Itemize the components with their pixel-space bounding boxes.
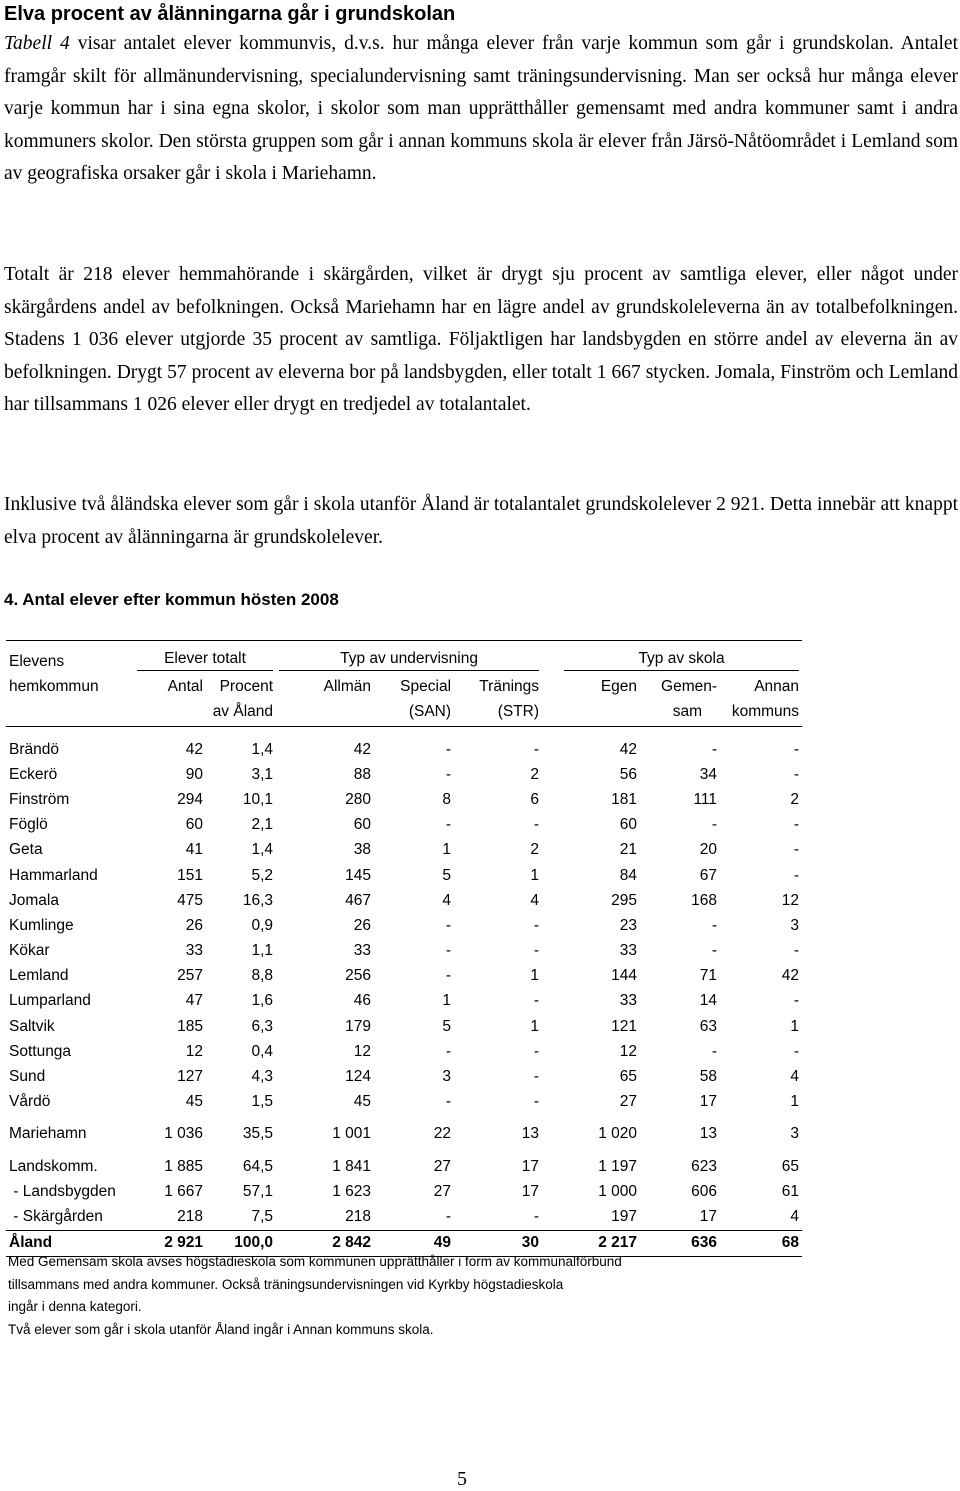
cell-tranings: -: [533, 916, 540, 934]
cell-tranings: 1: [530, 1017, 540, 1035]
cell-annan: 4: [790, 1068, 800, 1086]
cell-annan: -: [793, 740, 800, 758]
cell-allman: 124: [345, 1068, 372, 1086]
header-str: (STR): [497, 702, 540, 720]
cell-antal: 127: [177, 1068, 203, 1086]
cell-egen: 27: [619, 1093, 638, 1111]
paragraph-3: Inklusive två åländska elever som går i skola utanför Åland är totalantalet grundskolelever 2 921. Detta innebär att knappt elva procent av ålänningarna är grundskolelever.: [4, 494, 958, 548]
cell-special: 27: [433, 1157, 452, 1175]
cell-tranings: 13: [521, 1125, 540, 1143]
header-egen: Egen: [600, 677, 638, 695]
cell-procent: 1,4: [251, 740, 274, 758]
cell-egen: 56: [619, 765, 638, 783]
cell-procent: 4,3: [251, 1068, 274, 1086]
cell-annan: 65: [781, 1157, 800, 1175]
cell-antal: 257: [177, 967, 203, 985]
cell-allman: 280: [345, 790, 372, 808]
cell-municipality: Sottunga: [9, 1042, 72, 1060]
cell-procent: 57,1: [242, 1182, 274, 1200]
cell-gemensam: 17: [699, 1093, 718, 1111]
table-row: [6, 787, 802, 812]
cell-special: 22: [433, 1125, 452, 1143]
cell-municipality: Kökar: [9, 942, 50, 960]
cell-municipality: Vårdö: [9, 1093, 51, 1111]
cell-special: -: [445, 1207, 452, 1225]
cell-tranings: 1: [530, 967, 540, 985]
cell-annan: -: [793, 765, 800, 783]
header-gemen: Gemen-: [661, 677, 718, 695]
cell-gemensam: -: [711, 1042, 718, 1060]
cell-gemensam: 14: [699, 992, 718, 1010]
cell-municipality: Jomala: [9, 891, 59, 909]
cell-special: 27: [433, 1182, 452, 1200]
cell-municipality: Geta: [9, 841, 43, 859]
cell-allman: 33: [353, 942, 372, 960]
cell-annan: 4: [790, 1207, 800, 1225]
cell-allman: 42: [353, 740, 372, 758]
cell-antal: 90: [185, 765, 203, 783]
cell-gemensam: -: [711, 942, 718, 960]
cell-municipality: Sund: [9, 1068, 46, 1086]
cell-egen: 23: [619, 916, 638, 934]
cell-egen: 21: [619, 841, 638, 859]
cell-annan: -: [793, 992, 800, 1010]
cell-antal: 185: [177, 1017, 203, 1035]
cell-special: 1: [442, 841, 452, 859]
cell-allman: 88: [353, 765, 372, 783]
cell-allman: 26: [353, 916, 372, 934]
table-title: 4. Antal elever efter kommun hösten 2008: [4, 590, 339, 609]
cell-tranings: -: [533, 740, 540, 758]
cell-annan: -: [793, 942, 800, 960]
header-hemkommun: hemkommun: [9, 677, 99, 695]
cell-gemensam: 13: [699, 1125, 718, 1143]
cell-antal: 47: [185, 992, 203, 1010]
cell-allman: 60: [353, 816, 372, 834]
cell-egen: 12: [619, 1042, 638, 1060]
cell-egen: 65: [619, 1068, 638, 1086]
cell-annan: -: [793, 841, 800, 859]
cell-antal: 1 885: [164, 1157, 203, 1175]
cell-antal: 33: [185, 942, 203, 960]
cell-egen: 1 020: [598, 1125, 638, 1143]
table-row: [6, 1204, 802, 1230]
page-number: 5: [457, 1468, 467, 1490]
cell-tranings: -: [533, 1093, 540, 1111]
cell-special: 4: [442, 891, 452, 909]
header-sam: sam: [672, 702, 703, 720]
cell-antal: 151: [177, 866, 203, 884]
cell-allman: 145: [345, 866, 372, 884]
cell-allman: 12: [353, 1042, 372, 1060]
cell-gemensam: 34: [699, 765, 718, 783]
table-row: [6, 813, 802, 838]
cell-egen: 33: [619, 992, 638, 1010]
header-san: (SAN): [408, 702, 452, 720]
cell-allman: 179: [345, 1017, 372, 1035]
cell-municipality: Brändö: [9, 740, 59, 758]
cell-annan: 3: [790, 916, 800, 934]
cell-antal: 294: [177, 790, 203, 808]
cell-gemensam: 17: [699, 1207, 718, 1225]
cell-tranings: -: [533, 942, 540, 960]
table-row: [6, 964, 802, 989]
header-allman: Allmän: [323, 677, 372, 695]
cell-gemensam: 636: [640, 1230, 720, 1256]
cell-tranings: -: [533, 1042, 540, 1060]
cell-gemensam: 20: [699, 841, 718, 859]
header-tranings: Tränings: [479, 677, 540, 695]
cell-tranings: 2: [530, 765, 540, 783]
cell-antal: 2 921: [134, 1230, 206, 1256]
cell-special: -: [445, 740, 452, 758]
cell-antal: 1 667: [164, 1182, 203, 1200]
table-row: [6, 863, 802, 888]
cell-annan: 68: [720, 1230, 802, 1256]
cell-special: -: [445, 1093, 452, 1111]
cell-antal: 475: [177, 891, 203, 909]
cell-egen: 181: [611, 790, 638, 808]
header-typ-undervisning: Typ av undervisning: [279, 650, 539, 671]
table-row: [6, 913, 802, 938]
cell-tranings: 1: [530, 866, 540, 884]
cell-antal: 26: [185, 916, 203, 934]
cell-annan: -: [793, 1042, 800, 1060]
cell-gemensam: 623: [691, 1157, 718, 1175]
cell-special: -: [445, 942, 452, 960]
cell-municipality: Hammarland: [9, 866, 98, 884]
cell-allman: 467: [345, 891, 372, 909]
note-line-2: tillsammans med andra kommuner. Också träningsundervisningen vid Kyrkby högstadieskola: [8, 1276, 564, 1292]
cell-annan: 1: [790, 1017, 800, 1035]
table-row: [6, 838, 802, 863]
cell-special: -: [445, 1042, 452, 1060]
cell-procent: 1,5: [251, 1093, 274, 1111]
cell-gemensam: -: [711, 816, 718, 834]
cell-procent: 5,2: [251, 866, 274, 884]
cell-municipality: Landskomm.: [9, 1157, 98, 1175]
cell-antal: 45: [185, 1093, 203, 1111]
paragraph-1: [4, 28, 958, 191]
cell-special: 1: [442, 992, 452, 1010]
cell-gemensam: -: [711, 916, 718, 934]
cell-tranings: 17: [521, 1182, 540, 1200]
paragraph-2: Totalt är 218 elever hemmahörande i skärgården, vilket är drygt sju procent av samtliga elever, eller något under skärgårdens andel av befolkningen. Också Mariehamn har en lägre andel av grundskoleleverna än av totalbefolkningen. Stadens 1 036 elever utgjorde 35 procent av samtliga. Följaktligen har landsbygden en större andel av eleverna än av befolkningen. Drygt 57 procent av eleverna bor på landsbygden, eller totalt 1 667 stycken. Jomala, Finström och Lemland har tillsammans 1 026 elever eller drygt en tredjedel av totalantalet.: [4, 264, 958, 415]
cell-allman: 46: [353, 992, 372, 1010]
cell-antal: 60: [185, 816, 203, 834]
cell-procent: 0,9: [251, 916, 274, 934]
header-antal: Antal: [167, 677, 203, 695]
cell-special: 49: [374, 1230, 454, 1256]
table-row: [6, 1115, 802, 1147]
cell-annan: 42: [781, 967, 800, 985]
note-line-4: Två elever som går i skola utanför Åland ingår i Annan kommuns skola.: [8, 1321, 434, 1337]
cell-municipality: - Landsbygden: [9, 1182, 116, 1200]
cell-annan: 1: [790, 1093, 800, 1111]
cell-gemensam: 63: [699, 1017, 718, 1035]
header-elever-totalt: Elever totalt: [137, 650, 273, 671]
cell-annan: 61: [781, 1182, 800, 1200]
students-by-municipality-table: [6, 640, 802, 1257]
paragraph-1-text: visar antalet elever kommunvis, d.v.s. hur många elever från varje kommun som går i grundskolan. Antalet framgår skilt för allmänundervisning, specialundervisning samt träningsundervisning. Man ser också hur många elever varje kommun har i sina egna skolor, i skolor som man upprätthåller gemensamt med andra kommuner samt i andra kommuners skolor. Den största gruppen som går i annan kommuns skola är elever från Järsö-Nåtöområdet i Lemland som av geografiska orsaker går i skola i Mariehamn.: [4, 33, 959, 184]
cell-antal: 1 036: [164, 1125, 203, 1143]
cell-procent: 64,5: [242, 1157, 274, 1175]
table-row: [6, 1179, 802, 1204]
cell-egen: 60: [619, 816, 638, 834]
cell-municipality: Kumlinge: [9, 916, 74, 934]
table-row: [6, 1147, 802, 1179]
cell-procent: 6,3: [251, 1017, 274, 1035]
cell-municipality: Saltvik: [9, 1017, 55, 1035]
table-row: [6, 939, 802, 964]
cell-egen: 42: [619, 740, 638, 758]
cell-gemensam: 606: [691, 1182, 718, 1200]
cell-procent: 0,4: [251, 1042, 274, 1060]
cell-gemensam: 168: [691, 891, 718, 909]
cell-egen: 144: [611, 967, 638, 985]
table-row: [6, 1090, 802, 1115]
cell-procent: 8,8: [251, 967, 274, 985]
page-heading: Elva procent av ålänningarna går i grundskolan: [4, 3, 456, 25]
cell-egen: 295: [611, 891, 638, 909]
table-row: [6, 1039, 802, 1064]
cell-annan: -: [793, 866, 800, 884]
cell-antal: 12: [185, 1042, 203, 1060]
cell-egen: 1 197: [598, 1157, 638, 1175]
cell-tranings: -: [533, 1068, 540, 1086]
table-row: [6, 989, 802, 1014]
header-annan: Annan: [754, 677, 800, 695]
note-line-1: Med Gemensam skola avses högstadieskola som kommunen upprätthåller i form av kommunalförbund: [8, 1254, 622, 1269]
table-row: [6, 762, 802, 787]
cell-procent: 1,1: [251, 942, 274, 960]
table-row: [6, 727, 802, 763]
cell-antal: 218: [177, 1207, 203, 1225]
cell-procent: 1,6: [251, 992, 274, 1010]
cell-tranings: 17: [521, 1157, 540, 1175]
cell-allman: 38: [353, 841, 372, 859]
cell-allman: 256: [345, 967, 372, 985]
cell-procent: 7,5: [251, 1207, 274, 1225]
header-elevens: Elevens: [9, 653, 65, 670]
cell-allman: 218: [345, 1207, 372, 1225]
cell-allman: 45: [353, 1093, 372, 1111]
table-row: [6, 1014, 802, 1039]
cell-municipality: Lemland: [9, 967, 69, 985]
cell-annan: 12: [781, 891, 800, 909]
note-line-3: ingår i denna kategori.: [8, 1299, 142, 1314]
cell-tranings: 4: [530, 891, 540, 909]
cell-tranings: -: [533, 1207, 540, 1225]
cell-gemensam: 111: [693, 790, 718, 808]
cell-special: -: [445, 816, 452, 834]
cell-egen: 121: [611, 1017, 638, 1035]
cell-procent: 100,0: [206, 1230, 276, 1256]
cell-annan: 3: [790, 1125, 800, 1143]
cell-allman: 1 001: [332, 1125, 372, 1143]
cell-municipality: Åland: [6, 1230, 134, 1256]
cell-egen: 1 000: [598, 1182, 638, 1200]
table-reference: Tabell 4: [4, 33, 70, 54]
cell-egen: 197: [611, 1207, 638, 1225]
cell-special: -: [445, 967, 452, 985]
cell-gemensam: 67: [699, 866, 718, 884]
cell-tranings: 6: [530, 790, 540, 808]
cell-annan: 2: [790, 790, 800, 808]
cell-antal: 41: [185, 841, 203, 859]
cell-special: -: [445, 765, 452, 783]
cell-special: -: [445, 916, 452, 934]
cell-municipality: Finström: [9, 790, 70, 808]
cell-gemensam: 71: [699, 967, 718, 985]
cell-municipality: Eckerö: [9, 765, 58, 783]
header-procent: Procent: [219, 677, 274, 695]
cell-municipality: Lumparland: [9, 992, 91, 1010]
cell-procent: 2,1: [251, 816, 274, 834]
cell-municipality: Föglö: [9, 816, 48, 834]
cell-allman: 2 842: [276, 1230, 374, 1256]
cell-special: 5: [442, 1017, 452, 1035]
cell-procent: 16,3: [242, 891, 274, 909]
header-typ-skola: Typ av skola: [564, 650, 799, 671]
cell-special: 5: [442, 866, 452, 884]
cell-egen: 33: [619, 942, 638, 960]
cell-allman: 1 841: [332, 1157, 372, 1175]
cell-antal: 42: [185, 740, 203, 758]
cell-gemensam: -: [711, 740, 718, 758]
cell-special: 3: [442, 1068, 452, 1086]
cell-allman: 1 623: [332, 1182, 372, 1200]
header-kommuns: kommuns: [731, 702, 800, 720]
cell-procent: 10,1: [242, 790, 274, 808]
cell-egen: 2 217: [542, 1230, 640, 1256]
table-row: [6, 1064, 802, 1089]
table-row: [6, 888, 802, 913]
header-av-aland: av Åland: [212, 702, 274, 720]
cell-annan: -: [793, 816, 800, 834]
cell-procent: 35,5: [242, 1125, 274, 1143]
cell-egen: 84: [619, 866, 638, 884]
table-notes: [8, 1251, 622, 1341]
cell-tranings: -: [533, 992, 540, 1010]
cell-municipality: - Skärgården: [9, 1207, 103, 1225]
cell-special: 8: [442, 790, 452, 808]
cell-tranings: 2: [530, 841, 540, 859]
cell-tranings: -: [533, 816, 540, 834]
cell-tranings: 30: [454, 1230, 542, 1256]
cell-gemensam: 58: [699, 1068, 718, 1086]
cell-municipality: Mariehamn: [9, 1125, 87, 1143]
header-special: Special: [400, 677, 452, 695]
cell-procent: 1,4: [251, 841, 274, 859]
cell-procent: 3,1: [251, 765, 274, 783]
